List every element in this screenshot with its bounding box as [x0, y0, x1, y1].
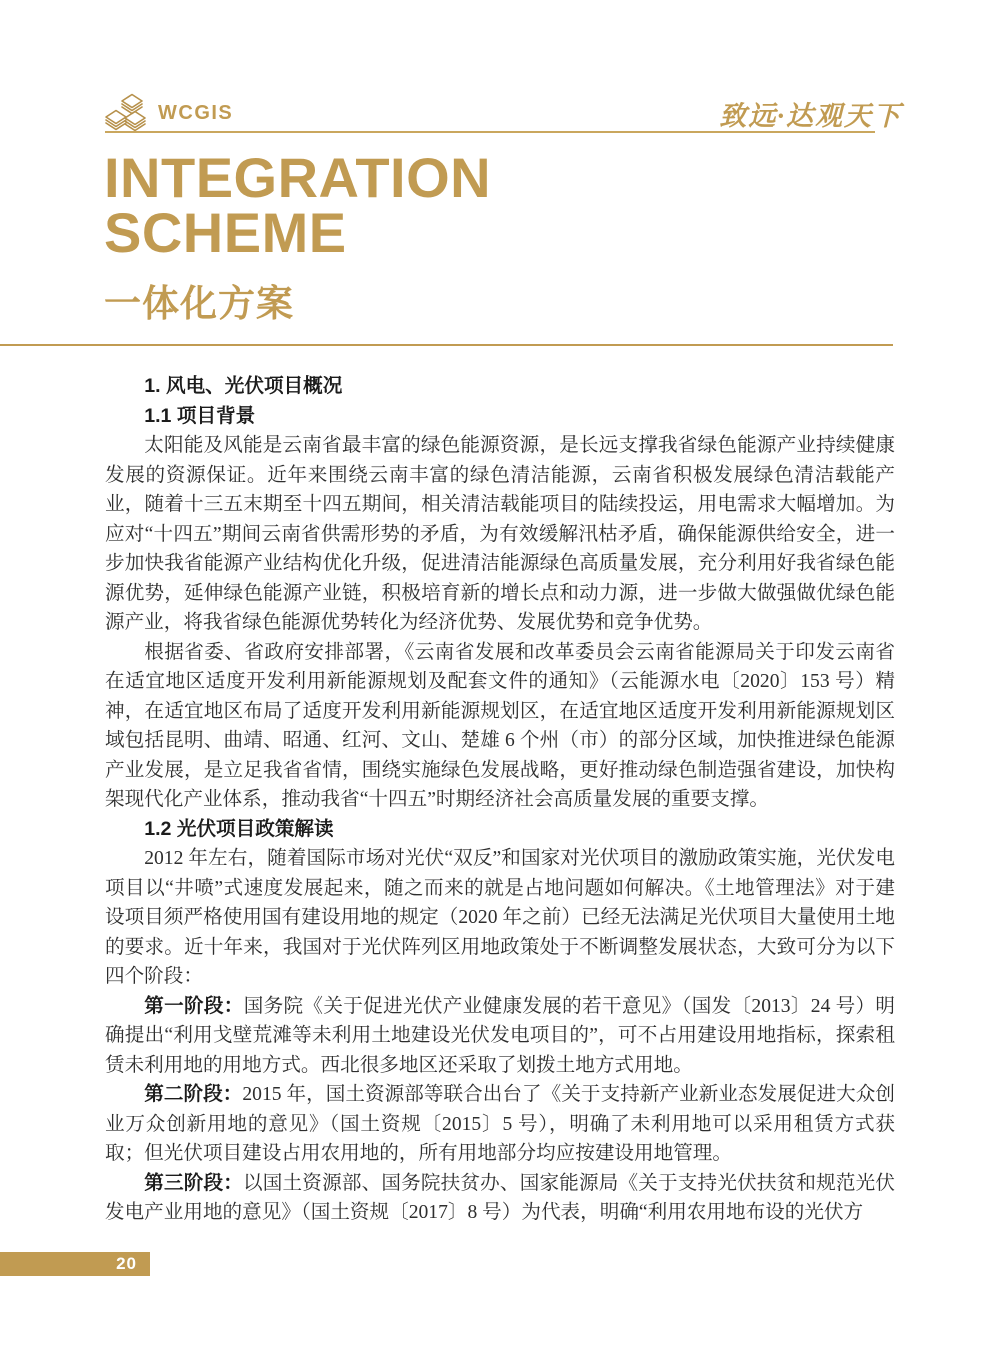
- stage-1-label: 第一阶段：: [144, 994, 244, 1017]
- title-divider: [0, 344, 893, 346]
- stage-2-text: 2015 年，国土资源部等联合出台了《关于支持新产业新业态发展促进大众创业万众创新用地的意见》（国土资规〔2015〕5 号），明确了未利用地可以采用租赁方式获取；但光伏项目建设占用农用地的，所有用地部分均应按建设用地管理。: [105, 1084, 895, 1164]
- section-heading: 1. 风电、光伏项目概况: [144, 375, 343, 397]
- title-english-line2: SCHEME: [104, 201, 347, 264]
- stage-2-label: 第二阶段：: [144, 1083, 243, 1105]
- stage-3-label: 第三阶段：: [144, 1171, 244, 1194]
- brand: [104, 92, 233, 134]
- stage-1-text: 国务院《关于促进光伏产业健康发展的若干意见》（国发〔2013〕24 号）明确提出“利用戈壁荒滩等未利用土地建设光伏发电项目的”，可不占用建设用地指标，探索租赁未利用地的用地方式。西北很多地区还采取了划拨土地方式用地。: [105, 995, 896, 1076]
- page-number: 20: [116, 1254, 137, 1273]
- brand-name: WCGIS: [158, 101, 234, 124]
- subsection-heading-policy: 1.2 光伏项目政策解读: [144, 817, 334, 840]
- page-number-bar: [0, 1252, 150, 1276]
- header-divider: [105, 131, 875, 133]
- stage-3-text: 以国土资源部、国务院扶贫办、国家能源局《关于支持光伏扶贫和规范光伏发电产业用地的意见》（国土资规〔2017〕8 号）为代表，明确“利用农用地布设的光伏方: [105, 1172, 896, 1223]
- paragraph-stage-3: [105, 1169, 895, 1228]
- paragraph-stage-1: [105, 992, 895, 1081]
- paragraph-stage-2: [105, 1080, 895, 1169]
- brand-logo-icon: [104, 92, 150, 134]
- paragraph-background-1: 太阳能及风能是云南省最丰富的绿色能源资源，是长远支撑我省绿色能源产业持续健康发展的资源保证。近年来围绕云南丰富的绿色清洁能源，云南省积极发展绿色清洁载能产业，随着十三五末期至十四五期间，相关清洁载能项目的陆续投运，用电需求大幅增加。为应对“十四五”期间云南省供需形势的矛盾，为有效缓解汛枯矛盾，确保能源供给安全，进一步加快我省能源产业结构优化升级，促进清洁能源绿色高质量发展，充分利用好我省绿色能源优势，延伸绿色能源产业链，积极培育新的增长点和动力源，进一步做大做强做优绿色能源产业，将我省绿色能源优势转化为经济优势、发展优势和竞争优势。: [105, 435, 895, 633]
- paragraph-background-2: 根据省委、省政府安排部署，《云南省发展和改革委员会云南省能源局关于印发云南省在适宜地区适度开发利用新能源规划及配套文件的通知》（云能源水电〔2020〕153 号）精神，在适宜地区布局了适度开发利用新能源规划区，在适宜地区适度开发利用新能源规划区域包括昆明、曲靖、昭通、红河、文山、楚雄 6 个州（市）的部分区域，加快推进绿色能源产业发展，是立足我省省情，围绕实施绿色发展战略，更好推动绿色制造强省建设，加快构架现代化产业体系，推动我省“十四五”时期经济社会高质量发展的重要支撑。: [105, 641, 895, 810]
- title-chinese: 一体化方案: [104, 283, 294, 324]
- title-english-line1: INTEGRATION: [104, 146, 492, 209]
- doc-title-block: [104, 146, 492, 324]
- header-slogan: 致远·达观天下: [719, 101, 902, 131]
- title-english: [104, 146, 492, 264]
- body-text: [105, 372, 895, 1228]
- subsection-heading-background: 1.1 项目背景: [144, 404, 256, 427]
- paragraph-policy-intro: 2012 年左右，随着国际市场对光伏“双反”和国家对光伏项目的激励政策实施，光伏发电项目以“井喷”式速度发展起来，随之而来的就是占地问题如何解决。《土地管理法》对于建设项目须严格使用国有建设用地的规定（2020 年之前）已经无法满足光伏项目大量使用土地的要求。近十年来，我国对于光伏阵列区用地政策处于不断调整发展状态，大致可分为以下四个阶段：: [105, 848, 895, 987]
